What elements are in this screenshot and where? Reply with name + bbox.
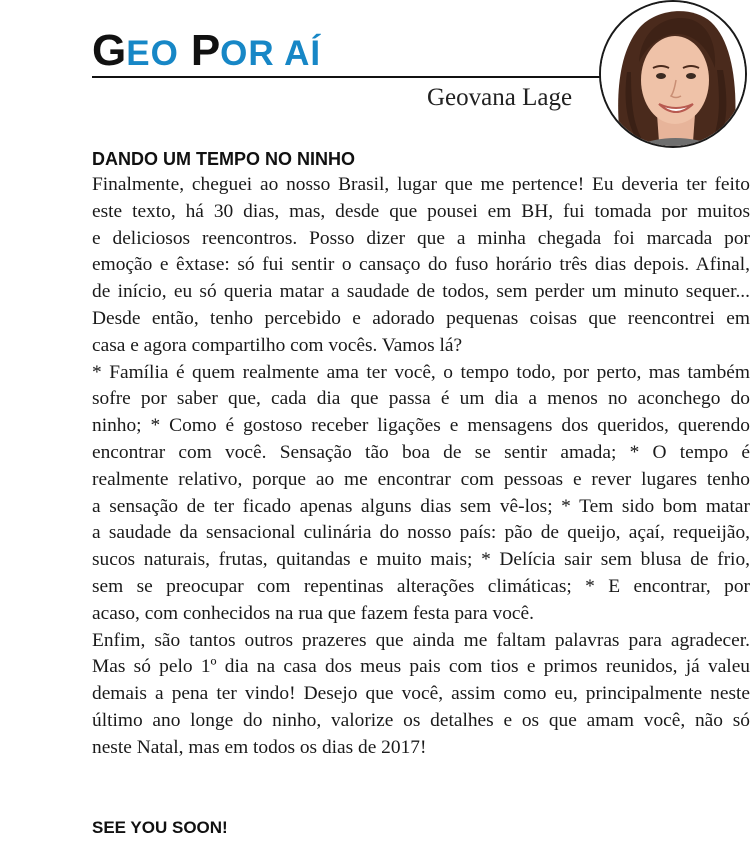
article-line: ninho; * Como é gostoso receber ligações e mensagens dos queridos, querendo <box>92 415 750 437</box>
article-body <box>92 146 750 762</box>
author-portrait-icon <box>601 2 745 146</box>
article-line: acaso, com conhecidos na rua que fazem festa para você. <box>92 602 534 624</box>
article-signoff: SEE YOU SOON! <box>92 818 228 837</box>
article-line: realmente relativo, porque ao me encontrar com pessoas e rever lugares tenho <box>92 468 750 490</box>
article-line: este texto, há 30 dias, mas, desde que pousei em BH, fui tomada por muitos <box>92 200 750 222</box>
article-line: demais a pena ter vindo! Desejo que você, assim como eu, principalmente neste <box>92 683 750 705</box>
column-title-eo: EO <box>126 34 179 73</box>
article-line: sucos naturais, frutas, quitandas e muito mais; * Delícia sair sem blusa de frio, <box>92 549 750 571</box>
article-line: * Família é quem realmente ama ter você, o tempo todo, por perto, mas também <box>92 361 750 383</box>
column-title-p: P <box>190 26 221 75</box>
article-line: e deliciosos reencontros. Posso dizer que a minha chegada foi marcada por <box>92 227 750 249</box>
header-rule <box>92 76 652 78</box>
article-line: sofre por saber que, cada dia que passa é um dia a menos no aconchego do <box>92 388 750 410</box>
article-line: Enfim, são tantos outros prazeres que ainda me faltam palavras para agradecer. <box>92 629 750 651</box>
column-title-g: G <box>92 26 127 75</box>
article-line: Desde então, tenho percebido e adorado pequenas coisas que reencontrei em <box>92 307 750 329</box>
article-line: a sensação de ter ficado apenas alguns dias sem vê-los; * Tem sido bom matar <box>92 495 750 517</box>
article-line: Mas só pelo 1º dia na casa dos meus pais com tios e primos reunidos, já valeu <box>92 656 750 678</box>
author-name: Geovana Lage <box>427 84 573 111</box>
article-line: encontrar com você. Sensação tão boa de se sentir amada; * O tempo é <box>92 441 750 463</box>
article-line: de início, eu só queria matar a saudade de todos, sem perder um minuto sequer... <box>92 281 750 303</box>
article-line: neste Natal, mas em todos os dias de 2017! <box>92 736 427 758</box>
article-line: casa e agora compartilho com vocês. Vamos lá? <box>92 334 463 356</box>
article-line: último ano longe do ninho, valorize os detalhes e os que amam você, não só <box>92 709 750 731</box>
article-line: emoção e êxtase: só fui sentir o cansaço do fuso horário três dias depois. Afinal, <box>92 254 750 276</box>
article-line: Finalmente, cheguei ao nosso Brasil, lugar que me pertence! Eu deveria ter feito <box>92 174 750 195</box>
article-headline: DANDO UM TEMPO NO NINHO <box>92 149 355 169</box>
article-line: a saudade da sensacional culinária do nosso país: pão de queijo, açaí, requeijão, <box>92 522 750 544</box>
column-title <box>92 26 321 76</box>
author-photo <box>599 0 747 148</box>
article-line: sem se preocupar com repentinas alterações climáticas; * E encontrar, por <box>92 575 750 597</box>
column-title-or-ai: OR AÍ <box>220 34 322 73</box>
